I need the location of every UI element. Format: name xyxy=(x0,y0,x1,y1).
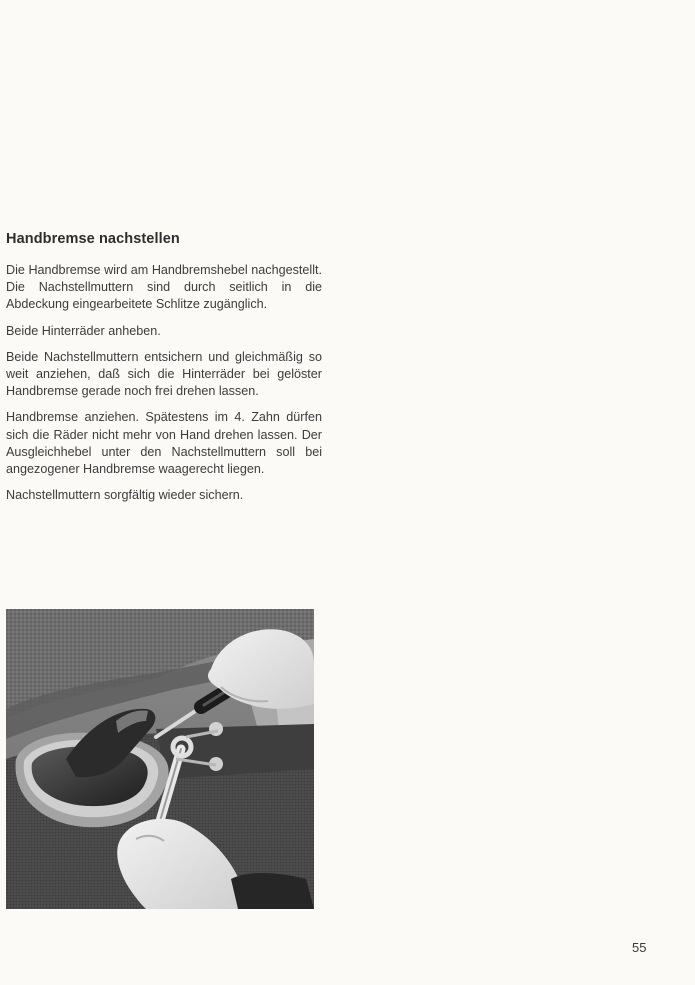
handbrake-adjustment-photo xyxy=(6,609,314,909)
paragraph-step-adjust: Beide Nachstellmuttern entsichern und gleichmäßig so weit anziehen, daß sich die Hinterräder bei gelöster Handbremse gerade noch frei drehen lassen. xyxy=(6,349,322,399)
paragraph-step-secure: Nachstellmuttern sorgfältig wieder sichern. xyxy=(6,488,244,503)
paragraph-step-check: Handbremse anziehen. Spätestens im 4. Zahn dürfen sich die Räder nicht mehr von Hand drehen lassen. Der Ausgleichhebel unter den Nachstellmuttern soll bei angezogener Handbremse waagerecht liegen. xyxy=(6,410,322,477)
page-number: 55 xyxy=(632,940,647,955)
section-heading: Handbremse nachstellen xyxy=(6,231,180,247)
paragraph-intro: Die Handbremse wird am Handbremshebel nachgestellt. Die Nachstellmuttern sind durch seitlich in die Abdeckung eingearbeitete Schlitze zugänglich. xyxy=(6,263,322,312)
paragraph-step-lift: Beide Hinterräder anheben. xyxy=(6,323,161,338)
text-column xyxy=(6,228,322,513)
